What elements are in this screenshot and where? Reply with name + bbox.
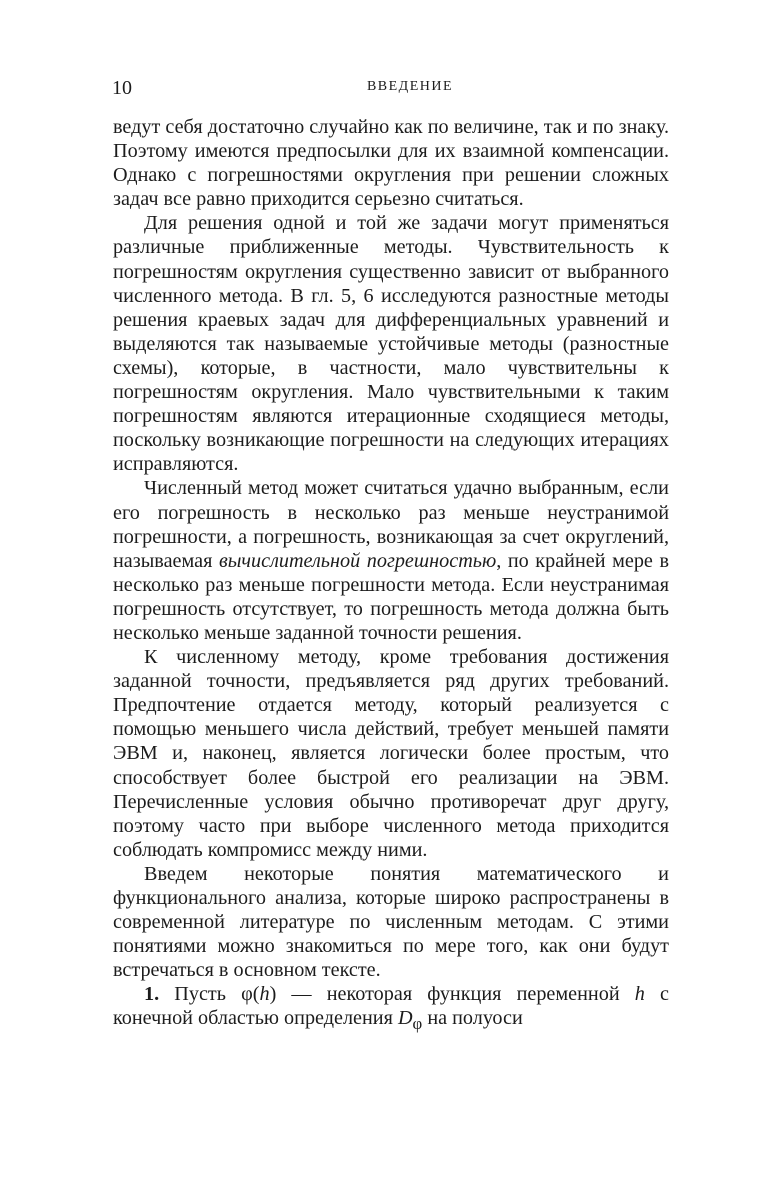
variable-h: h — [259, 983, 270, 1006]
running-head: ВВЕДЕНИЕ — [366, 79, 454, 94]
paragraph-3-part-1: Численный метод может считаться удачно выбранным, если его погрешность в несколько раз меньше неустранимой погрешности, а погрешность, возникающая за счет округлений, называемая — [113, 477, 669, 572]
subscript-phi: φ — [412, 1014, 423, 1034]
paragraph-1: ведут себя достаточно случайно как по величине, так и по знаку. Поэтому имеются предпосылки для их взаимной компенсации. Однако с погрешностями округления при решении сложных задач все равно приходится серьезно считаться. — [113, 116, 669, 211]
paragraph-6-part-a: Пусть φ( — [159, 983, 260, 1006]
paragraph-3-part-2: , по крайней мере в несколько раз меньше погрешности метода. Если неустранимая погрешность отсутствует, то погрешность метода должна быть несколько меньше заданной точности решения. — [113, 549, 670, 644]
paragraph-5: Введем некоторые понятия математического и функционального анализа, которые широко распространены в современной литературе по численным методам. С этими понятиями можно знакомиться по мере того, как они будут встречаться в основном тексте. — [113, 862, 669, 982]
body-text — [113, 115, 669, 1037]
term-computational-error: вычислительной погрешностью — [218, 549, 497, 572]
paragraph-6-part-c: с конечной областью определения — [113, 983, 669, 1030]
variable-h-2: h — [634, 983, 645, 1006]
paragraph-6-part-b: ) — некоторая функция переменной — [269, 983, 635, 1006]
paragraph-3 — [113, 476, 669, 645]
paragraph-4: К численному методу, кроме требования достижения заданной точности, предъявляется ряд других требований. Предпочтение отдается методу, который реализуется с помощью меньшего числа действий, требует меньшей памяти ЭВМ и, наконец, является логически более простым, что способствует более быстрой его реализации на ЭВМ. Перечисленные условия обычно противоречат друг другу, поэтому часто при выборе численного метода приходится соблюдать компромисс между ними. — [113, 646, 669, 861]
paragraph-6-part-d: на полуоси — [422, 1007, 523, 1030]
page-header — [112, 77, 668, 103]
variable-D: D — [397, 1007, 413, 1030]
item-number: 1. — [144, 983, 160, 1006]
page-number: 10 — [112, 77, 132, 99]
paragraph-6 — [113, 982, 669, 1036]
paragraph-2: Для решения одной и той же задачи могут применяться различные приближенные методы. Чувствительность к погрешностям округления существенно зависит от выбранного численного метода. В гл. 5, 6 исследуются разностные методы решения краевых задач для дифференциальных уравнений и выделяются так называемые устойчивые методы (разностные схемы), которые, в частности, мало чувствительны к погрешностям округления. Мало чувствительными к таким погрешностям являются итерационные сходящиеся методы, поскольку возникающие погрешности на следующих итерациях исправляются. — [113, 212, 669, 476]
